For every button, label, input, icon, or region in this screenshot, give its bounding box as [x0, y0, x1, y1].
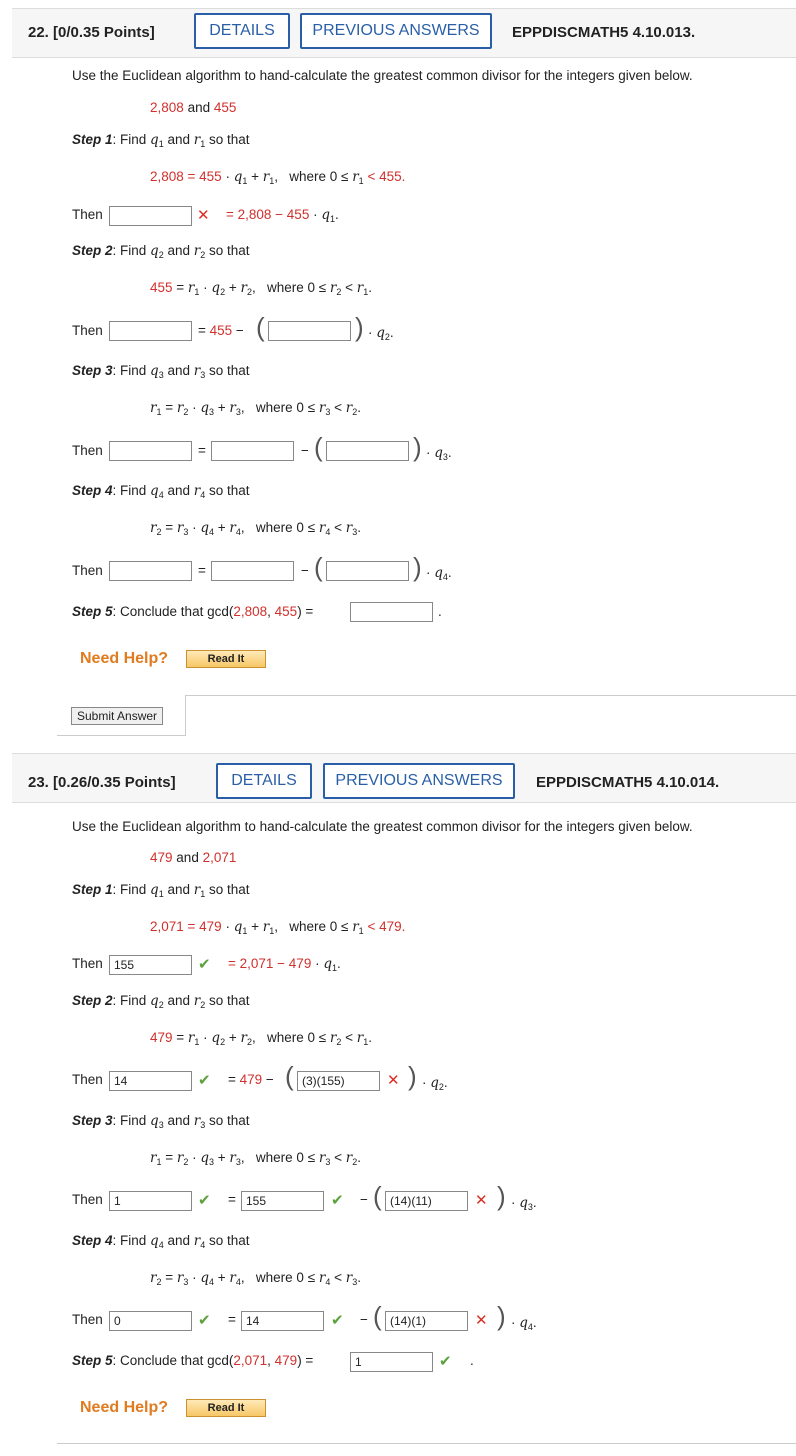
correct-icon: ✔ — [198, 1192, 211, 1209]
open-paren: ( — [373, 1181, 382, 1211]
open-paren: ( — [256, 312, 265, 342]
q22-r3-inner-input[interactable] — [326, 441, 409, 461]
q22-step2: Step 2: Find $q_2$ and $r_2$ so that — [72, 243, 250, 260]
equals: = — [228, 1312, 236, 1327]
q22-header — [12, 8, 796, 58]
q23-r3-input[interactable]: 1 — [109, 1191, 192, 1211]
q22-then-2: Then — [72, 323, 103, 338]
q22-q4-label: · $q_4$. — [426, 565, 452, 582]
q22-details-button[interactable]: DETAILS — [194, 13, 290, 49]
q22-q3-label: · $q_3$. — [426, 445, 452, 462]
q22-integers: 2,808 and 455 — [150, 100, 237, 115]
open-paren: ( — [373, 1301, 382, 1331]
q22-r4-input[interactable] — [109, 561, 192, 581]
q23-step2: Step 2: Find $q_2$ and $r_2$ so that — [72, 993, 250, 1010]
q23-need-help: Need Help? — [80, 1399, 169, 1416]
q22-step1: Step 1: Find $q_1$ and $r_1$ so that — [72, 132, 250, 149]
q23-then-3: Then — [72, 1192, 103, 1207]
q23-eq1-then: = $2,071 - 479 \cdot q_1$. — [228, 956, 341, 973]
q22-eq2: $455 = r_1 \cdot q_2 + r_2$, where $0 \le r_2 < r_1$. — [150, 280, 373, 297]
equals: = — [228, 1192, 236, 1207]
q22-eq2-then: = 455 − — [198, 323, 244, 338]
incorrect-icon: ✕ — [197, 207, 210, 224]
q23-r3-inner-input[interactable]: (14)(11) — [385, 1191, 468, 1211]
incorrect-icon: ✕ — [475, 1312, 488, 1329]
q22-r1-input[interactable] — [109, 206, 192, 226]
q23-header — [12, 753, 796, 803]
open-paren: ( — [285, 1061, 294, 1091]
q23-r2-inner-input[interactable]: (3)(155) — [297, 1071, 380, 1091]
close-paren: ) — [497, 1301, 506, 1331]
q23-gcd-input[interactable]: 1 — [350, 1352, 433, 1372]
q22-r4-mid-input[interactable] — [211, 561, 294, 581]
q23-integers: 479 and 2,071 — [150, 850, 237, 865]
q23-step4: Step 4: Find $q_4$ and $r_4$ so that — [72, 1233, 250, 1250]
q23-step5: Step 5: Conclude that gcd(2,071, 479) = — [72, 1353, 314, 1368]
close-paren: ) — [413, 552, 422, 582]
minus: − — [360, 1192, 368, 1207]
q22-eq4: $r_2 = r_3 \cdot q_4 + r_4$, where $0 \le r_4 < r_3$. — [150, 520, 361, 537]
close-paren: ) — [497, 1181, 506, 1211]
q23-number: 23. [0.26/0.35 Points] — [28, 774, 176, 791]
open-paren: ( — [314, 552, 323, 582]
q22-step5: Step 5: Conclude that gcd(2,808, 455) = — [72, 604, 314, 619]
correct-icon: ✔ — [198, 956, 211, 973]
q22-then-3: Then — [72, 443, 103, 458]
q23-eq4: $r_2 = r_3 \cdot q_4 + r_4$, where $0 \le r_4 < r_3$. — [150, 1270, 361, 1287]
correct-icon: ✔ — [331, 1312, 344, 1329]
q22-number: 22. [0/0.35 Points] — [28, 24, 155, 41]
equals: = — [198, 563, 206, 578]
close-paren: ) — [355, 312, 364, 342]
q23-details-button[interactable]: DETAILS — [216, 763, 312, 799]
q22-gcd-input[interactable] — [350, 602, 433, 622]
q23-instruction: Use the Euclidean algorithm to hand-calculate the greatest common divisor for the integers given below. — [72, 819, 693, 834]
q23-then-2: Then — [72, 1072, 103, 1087]
equals: = — [198, 443, 206, 458]
q23-step1: Step 1: Find $q_1$ and $r_1$ so that — [72, 882, 250, 899]
q22-previous-answers-button[interactable]: PREVIOUS ANSWERS — [300, 13, 492, 49]
minus: − — [360, 1312, 368, 1327]
close-paren: ) — [413, 432, 422, 462]
minus: − — [301, 563, 309, 578]
close-paren: ) — [408, 1061, 417, 1091]
q22-r3-mid-input[interactable] — [211, 441, 294, 461]
q22-instruction: Use the Euclidean algorithm to hand-calculate the greatest common divisor for the integers given below. — [72, 68, 693, 83]
q23-q3-label: · $q_3$. — [511, 1195, 537, 1212]
period: . — [470, 1353, 474, 1368]
q23-then-4: Then — [72, 1312, 103, 1327]
q22-r4-inner-input[interactable] — [326, 561, 409, 581]
correct-icon: ✔ — [439, 1353, 452, 1370]
q23-r4-inner-input[interactable]: (14)(1) — [385, 1311, 468, 1331]
q23-r4-input[interactable]: 0 — [109, 1311, 192, 1331]
q23-previous-answers-button[interactable]: PREVIOUS ANSWERS — [323, 763, 515, 799]
q22-eq1-then: = $2,808 - 455 \cdot q_1$. — [226, 207, 339, 224]
q23-r2-input[interactable]: 14 — [109, 1071, 192, 1091]
q22-r2-inner-input[interactable] — [268, 321, 351, 341]
q23-eq2: $479 = r_1 \cdot q_2 + r_2$, where $0 \le r_2 < r_1$. — [150, 1030, 373, 1047]
minus: − — [301, 443, 309, 458]
correct-icon: ✔ — [198, 1312, 211, 1329]
q23-eq2-then: = 479 − — [228, 1072, 274, 1087]
q23-eq3: $r_1 = r_2 \cdot q_3 + r_3$, where $0 \le r_3 < r_2$. — [150, 1150, 361, 1167]
period: . — [438, 604, 442, 619]
divider — [185, 695, 796, 696]
q22-submit-button[interactable]: Submit Answer — [71, 707, 163, 725]
q22-eq1: $2,808 = 455 \cdot q_1 + r_1$, where $0 \le r_1 < 455$. — [150, 169, 406, 186]
divider — [57, 1443, 796, 1444]
q23-r1-input[interactable]: 155 — [109, 955, 192, 975]
q22-need-help: Need Help? — [80, 650, 169, 667]
q22-step3: Step 3: Find $q_3$ and $r_3$ so that — [72, 363, 250, 380]
q22-then-4: Then — [72, 563, 103, 578]
q22-r2-input[interactable] — [109, 321, 192, 341]
q22-r3-input[interactable] — [109, 441, 192, 461]
open-paren: ( — [314, 432, 323, 462]
q23-r3-mid-input[interactable]: 155 — [241, 1191, 324, 1211]
q23-step3: Step 3: Find $q_3$ and $r_3$ so that — [72, 1113, 250, 1130]
correct-icon: ✔ — [331, 1192, 344, 1209]
q23-q2-label: · $q_2$. — [422, 1075, 448, 1092]
incorrect-icon: ✕ — [475, 1192, 488, 1209]
incorrect-icon: ✕ — [387, 1072, 400, 1089]
q22-code: EPPDISCMATH5 4.10.013. — [512, 24, 696, 41]
q22-eq3: $r_1 = r_2 \cdot q_3 + r_3$, where $0 \le r_3 < r_2$. — [150, 400, 361, 417]
q22-read-it-button[interactable]: Read It — [186, 650, 266, 668]
q23-q4-label: · $q_4$. — [511, 1315, 537, 1332]
q22-then-1: Then — [72, 207, 103, 222]
q22-step4: Step 4: Find $q_4$ and $r_4$ so that — [72, 483, 250, 500]
q23-then-1: Then — [72, 956, 103, 971]
q23-read-it-button[interactable]: Read It — [186, 1399, 266, 1417]
q23-r4-mid-input[interactable]: 14 — [241, 1311, 324, 1331]
correct-icon: ✔ — [198, 1072, 211, 1089]
q23-code: EPPDISCMATH5 4.10.014. — [536, 774, 720, 791]
q23-eq1: $2,071 = 479 \cdot q_1 + r_1$, where $0 \le r_1 < 479$. — [150, 919, 406, 936]
q22-q2-label: · $q_2$. — [368, 325, 394, 342]
